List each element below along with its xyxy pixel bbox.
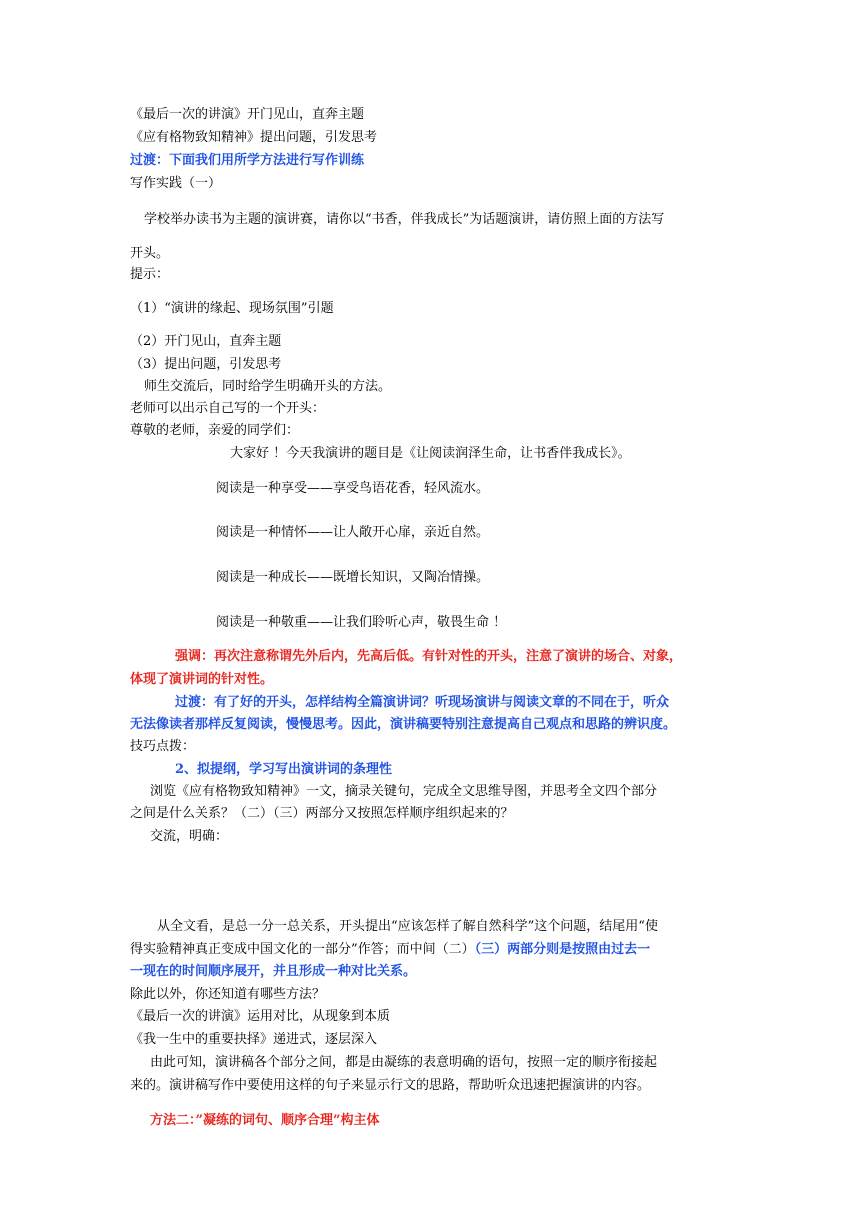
transition-line: 过渡：下面我们用所学方法进行写作训练 bbox=[130, 153, 365, 168]
text-line: 浏览《应有格物致知精神》一文，摘录关键句，完成全文思维导图，并思考全文四个部分 bbox=[150, 784, 658, 799]
text-line: 学校举办读书为主题的演讲赛，请你以“书香，伴我成长”为话题演讲，请仿照上面的方法写 bbox=[144, 212, 665, 227]
text-line: 师生交流后，同时给学生明确开头的方法。 bbox=[144, 379, 392, 394]
text-line: 提示： bbox=[130, 267, 170, 282]
text-line: 《我一生中的重要抉择》递进式，逐层深入 bbox=[130, 1032, 378, 1047]
text-line: 《最后一次的讲演》运用对比，从现象到本质 bbox=[130, 1009, 391, 1024]
section-heading: 写作实践（一） bbox=[130, 176, 222, 191]
method-heading: 方法二：”凝练的词句、顺序合理”构主体 bbox=[150, 1113, 380, 1128]
text-line: 由此可知，演讲稿各个部分之间，都是由凝练的表意明确的语句，按照一定的顺序衔接起 bbox=[150, 1055, 658, 1070]
transition-line: 无法像读者那样反复阅读，慢慢思考。因此，演讲稿要特别注意提高自己观点和思路的辨识度。 bbox=[130, 717, 677, 732]
text-line: 尊敬的老师，亲爱的同学们： bbox=[130, 423, 300, 438]
hint-item: （1）“演讲的缘起、现场氛围”引题 bbox=[130, 301, 334, 316]
text-line: 开头。 bbox=[130, 246, 170, 261]
text-line: 交流，明确： bbox=[150, 829, 229, 844]
transition-line: 过渡：有了好的开头，怎样结构全篇演讲词？听现场演讲与阅读文章的不同在于，听众 bbox=[175, 695, 670, 710]
emphasis-line: 体现了演讲词的针对性。 bbox=[130, 672, 274, 687]
text-line: 来的。演讲稿写作中要使用这样的句子来显示行文的思路，帮助听众迅速把握演讲的内容。 bbox=[130, 1078, 651, 1093]
text-line: 除此以外，你还知道有哪些方法？ bbox=[130, 987, 326, 1002]
emphasis-line: 强调：再次注意称谓先外后内，先高后低。有针对性的开头，注意了演讲的场合、对象， bbox=[175, 649, 683, 664]
highlight-line: 一现在的时间顺序展开，并且形成一种对比关系。 bbox=[130, 964, 417, 979]
hint-item: （3）提出问题，引发思考 bbox=[130, 357, 282, 372]
hint-item: （2）开门见山，直奔主题 bbox=[130, 334, 282, 349]
text-line: 之间是什么关系？（二）（三）两部分又按照怎样顺序组织起来的？ bbox=[130, 806, 514, 821]
text-line: 技巧点拨： bbox=[130, 739, 196, 754]
subheading: 2、拟提纲，学习写出演讲词的条理性 bbox=[175, 762, 393, 777]
speech-line: 阅读是一种敬重——让我们聆听心声，敬畏生命 ！ bbox=[216, 615, 507, 630]
text-line: 《最后一次的讲演》开门见山，直奔主题 bbox=[130, 107, 365, 122]
text-line bbox=[130, 941, 650, 959]
speech-line: 阅读是一种情怀——让人敞开心扉，亲近自然。 bbox=[216, 525, 490, 540]
speech-line: 阅读是一种成长——既增长知识，又陶冶情操。 bbox=[216, 570, 490, 585]
text-line: 《应有格物致知精神》提出问题，引发思考 bbox=[130, 130, 378, 145]
highlight-span: （三）两部分则是按照由过去一 bbox=[474, 942, 651, 957]
speech-line: 大家好 ！今天我演讲的题目是《让阅读润泽生命，让书香伴我成长》。 bbox=[230, 446, 631, 461]
text-line: 从全文看，是总一分一总关系，开头提出“应该怎样了解自然科学”这个问题，结尾用“使 bbox=[157, 919, 658, 934]
text-line: 老师可以出示自己写的一个开头： bbox=[130, 401, 326, 416]
speech-line: 阅读是一种享受——享受鸟语花香，轻风流水。 bbox=[216, 481, 490, 496]
text-span: 得实验精神真正变成中国文化的一部分”作答；而中间（二） bbox=[130, 942, 475, 957]
